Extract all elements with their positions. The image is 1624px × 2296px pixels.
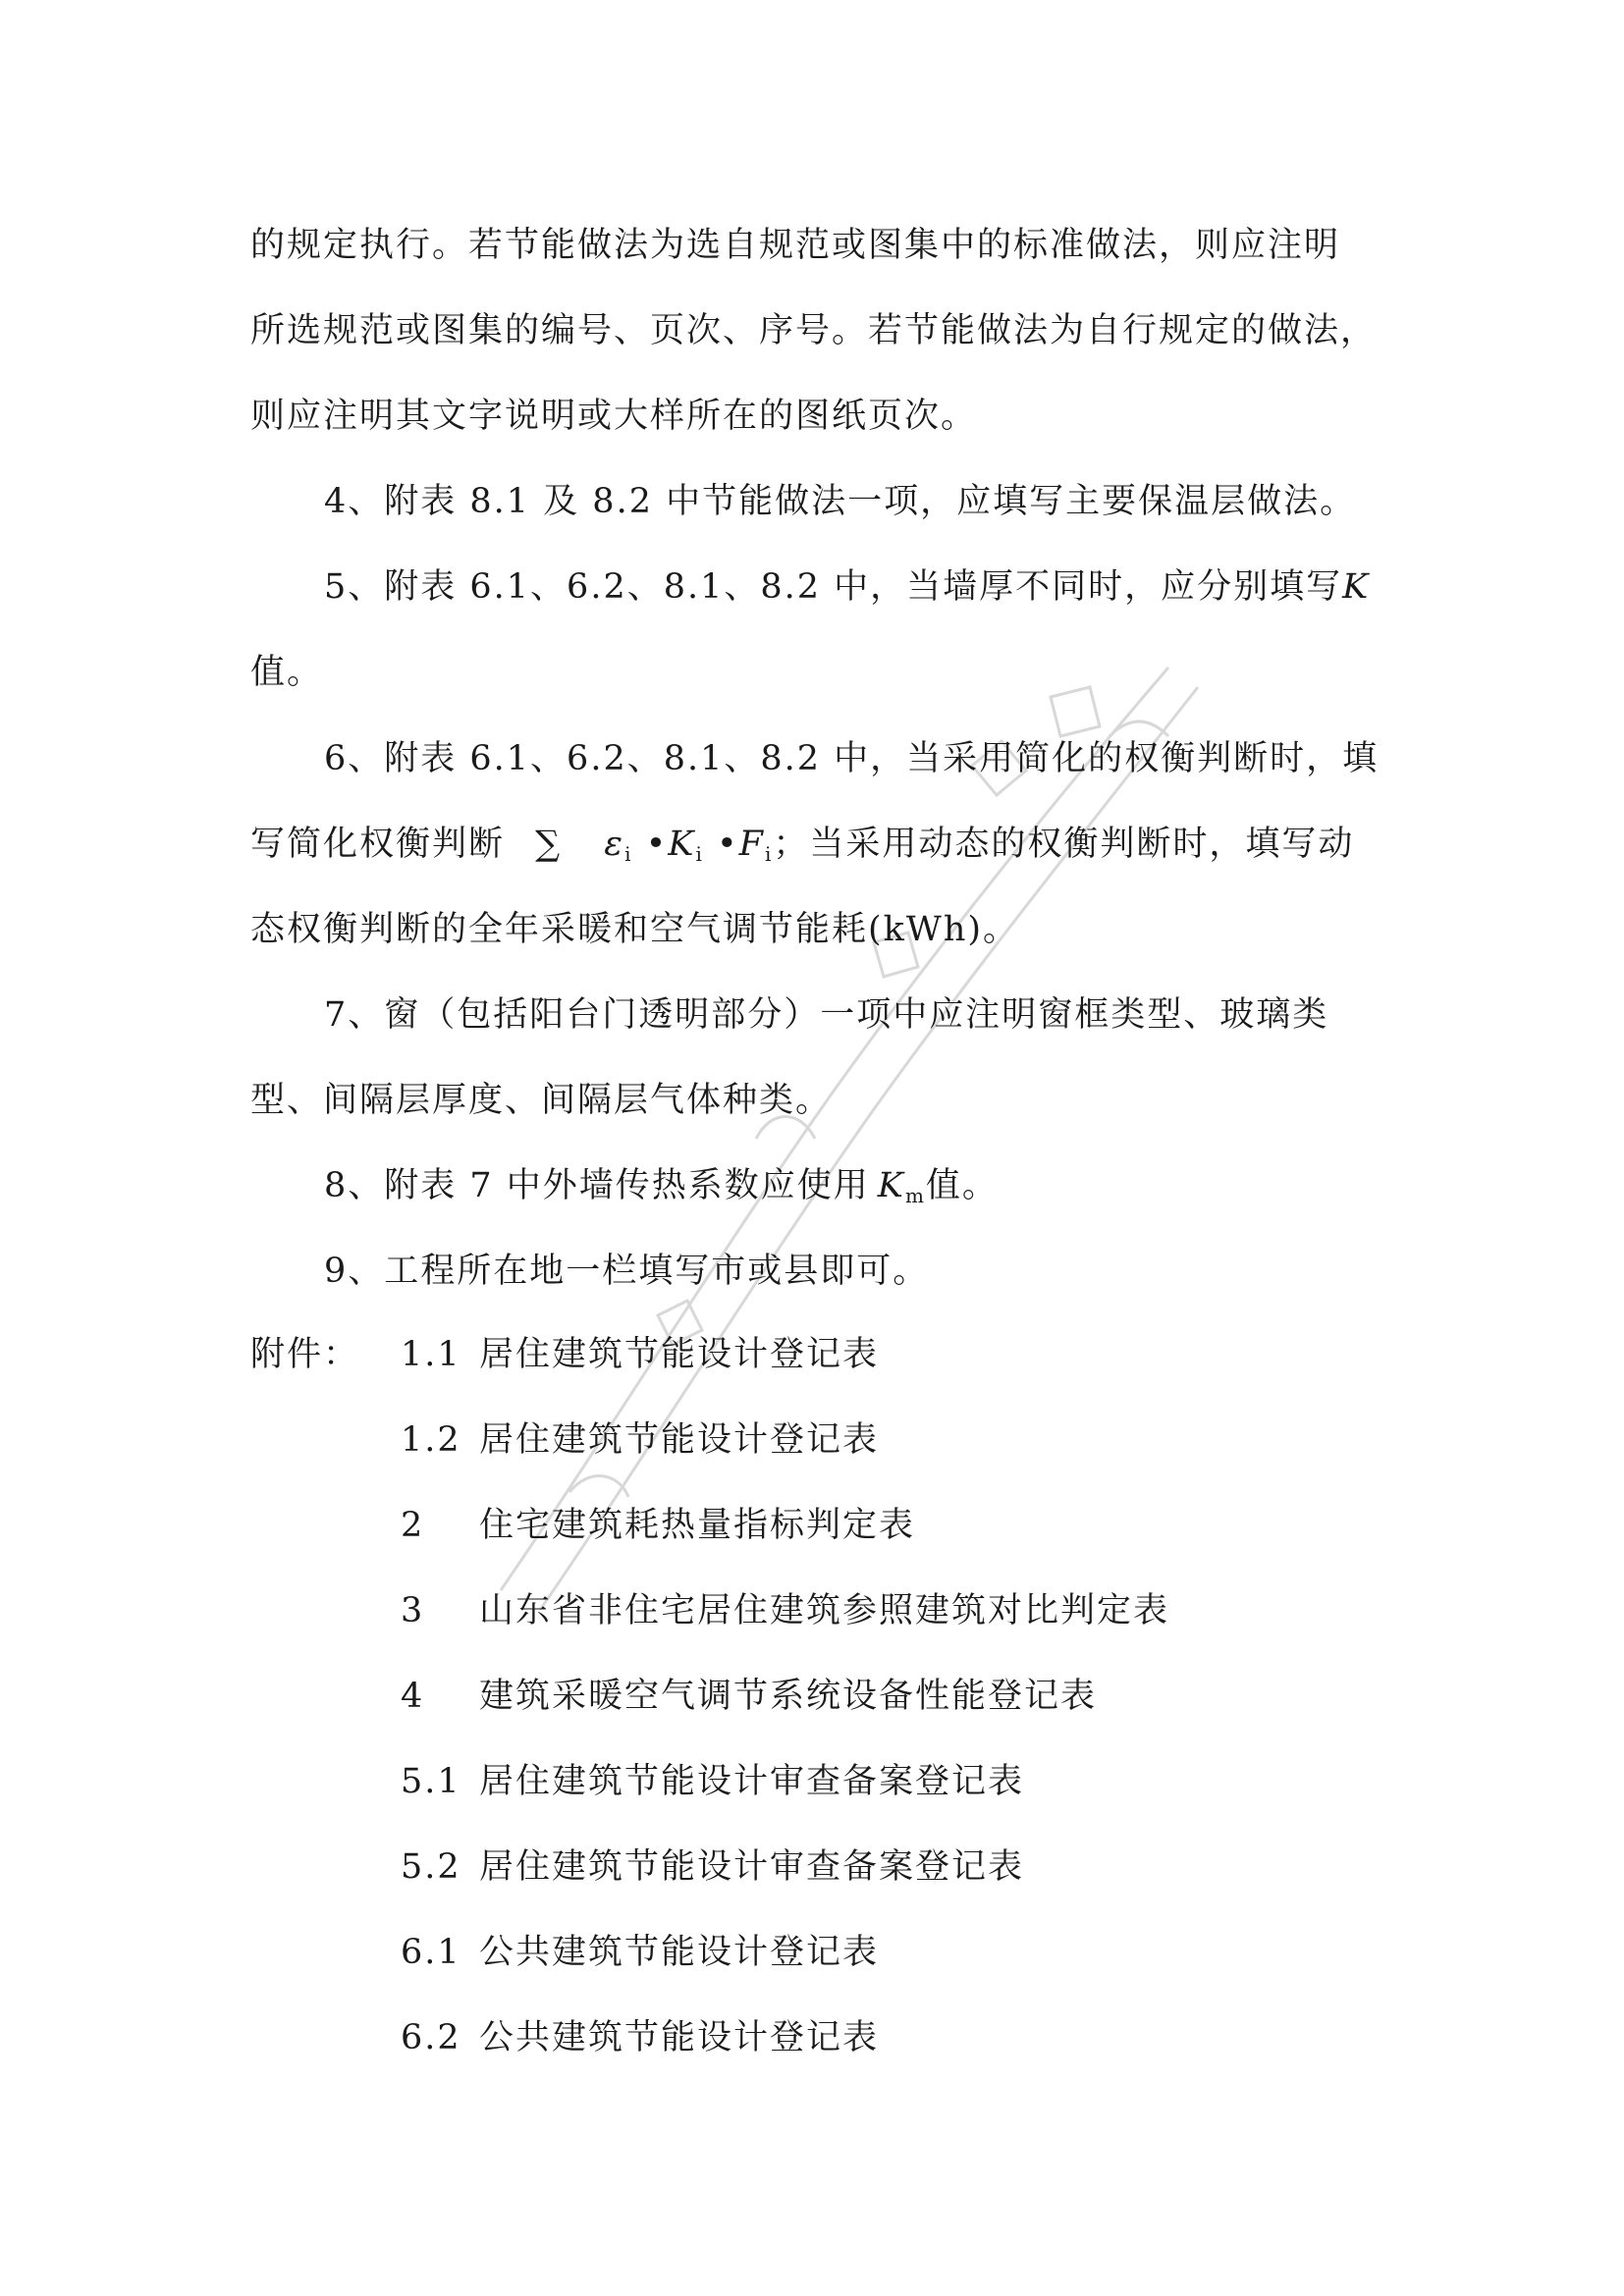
epsilon-symbol: ε <box>604 825 625 864</box>
paragraph-line-3: 则应注明其文字说明或大样所在的图纸页次。 <box>250 397 978 436</box>
attachment-item <box>401 2016 879 2059</box>
formula-suffix: ；当采用动态的权衡判断时，填写动 <box>773 825 1355 864</box>
attachment-title: 居住建筑节能设计登记表 <box>479 1335 880 1374</box>
attachment-number: 5.2 <box>401 1847 461 1887</box>
epsilon-subscript: i <box>624 842 633 866</box>
note-5-k-var: K <box>1342 567 1371 607</box>
attachment-number: 6.1 <box>401 1933 461 1972</box>
sigma-symbol: ∑ <box>535 825 563 864</box>
k-symbol: K <box>668 825 696 864</box>
attachment-item <box>401 1931 879 1974</box>
k-subscript: i <box>695 842 704 866</box>
note-4: 4、附表 8.1 及 8.2 中节能做法一项，应填写主要保温层做法。 <box>324 482 1357 521</box>
attachment-number: 1.1 <box>401 1335 461 1374</box>
f-symbol: F <box>738 825 765 864</box>
attachment-item <box>401 1589 1169 1632</box>
note-7: 7、窗（包括阳台门透明部分）一项中应注明窗框类型、玻璃类 <box>324 995 1329 1035</box>
paragraph-line-1: 的规定执行。若节能做法为选自规范或图集中的标准做法，则应注明 <box>250 226 1341 265</box>
attachment-item <box>401 1675 1097 1718</box>
attachment-item <box>401 1418 879 1462</box>
note-6: 6、附表 6.1、6.2、8.1、8.2 中，当采用简化的权衡判断时，填 <box>324 739 1380 778</box>
km-subscript: m <box>904 1184 926 1207</box>
attachment-item <box>401 1333 879 1376</box>
attachment-title: 公共建筑节能设计登记表 <box>479 2018 880 2057</box>
km-symbol: K <box>877 1166 905 1205</box>
note-9: 9、工程所在地一栏填写市或县即可。 <box>324 1252 930 1291</box>
note-8-suffix: 值。 <box>925 1166 999 1205</box>
note-8 <box>324 1164 1473 1217</box>
attachments-label: 附件： <box>250 1335 360 1374</box>
attachment-title: 山东省非住宅居住建筑参照建筑对比判定表 <box>479 1591 1170 1630</box>
note-6-cont: 态权衡判断的全年采暖和空气调节能耗(kWh)。 <box>250 910 1020 949</box>
note-8-text: 8、附表 7 中外墙传热系数应使用 <box>324 1166 870 1205</box>
note-7-cont: 型、间隔层厚度、间隔层气体种类。 <box>250 1081 833 1120</box>
dot-operator: • <box>717 825 739 864</box>
paragraph-line-2: 所选规范或图集的编号、页次、序号。若节能做法为自行规定的做法， <box>250 311 1378 350</box>
attachment-number: 5.1 <box>401 1762 461 1801</box>
note-5-text: 5、附表 6.1、6.2、8.1、8.2 中，当墙厚不同时，应分别填写 <box>324 567 1343 607</box>
note-5-cont: 值。 <box>250 653 324 692</box>
attachment-title: 公共建筑节能设计登记表 <box>479 1933 880 1972</box>
attachment-title: 居住建筑节能设计登记表 <box>479 1420 880 1460</box>
note-6-formula-line <box>250 823 1399 876</box>
attachment-number: 6.2 <box>401 2018 461 2057</box>
formula-prefix: 写简化权衡判断 <box>250 825 506 864</box>
attachment-item <box>401 1504 915 1547</box>
attachment-number: 2 <box>401 1506 425 1545</box>
attachment-title: 居住建筑节能设计审查备案登记表 <box>479 1762 1025 1801</box>
attachment-number: 4 <box>401 1677 425 1716</box>
attachment-item <box>401 1845 1024 1889</box>
attachment-number: 3 <box>401 1591 425 1630</box>
attachment-title: 建筑采暖空气调节系统设备性能登记表 <box>479 1677 1098 1716</box>
attachment-title: 住宅建筑耗热量指标判定表 <box>479 1506 916 1545</box>
attachment-number: 1.2 <box>401 1420 461 1460</box>
dot-operator: • <box>645 825 669 864</box>
note-5 <box>324 565 1473 609</box>
f-subscript: i <box>764 842 774 866</box>
attachment-title: 居住建筑节能设计审查备案登记表 <box>479 1847 1025 1887</box>
attachment-item <box>401 1760 1024 1803</box>
